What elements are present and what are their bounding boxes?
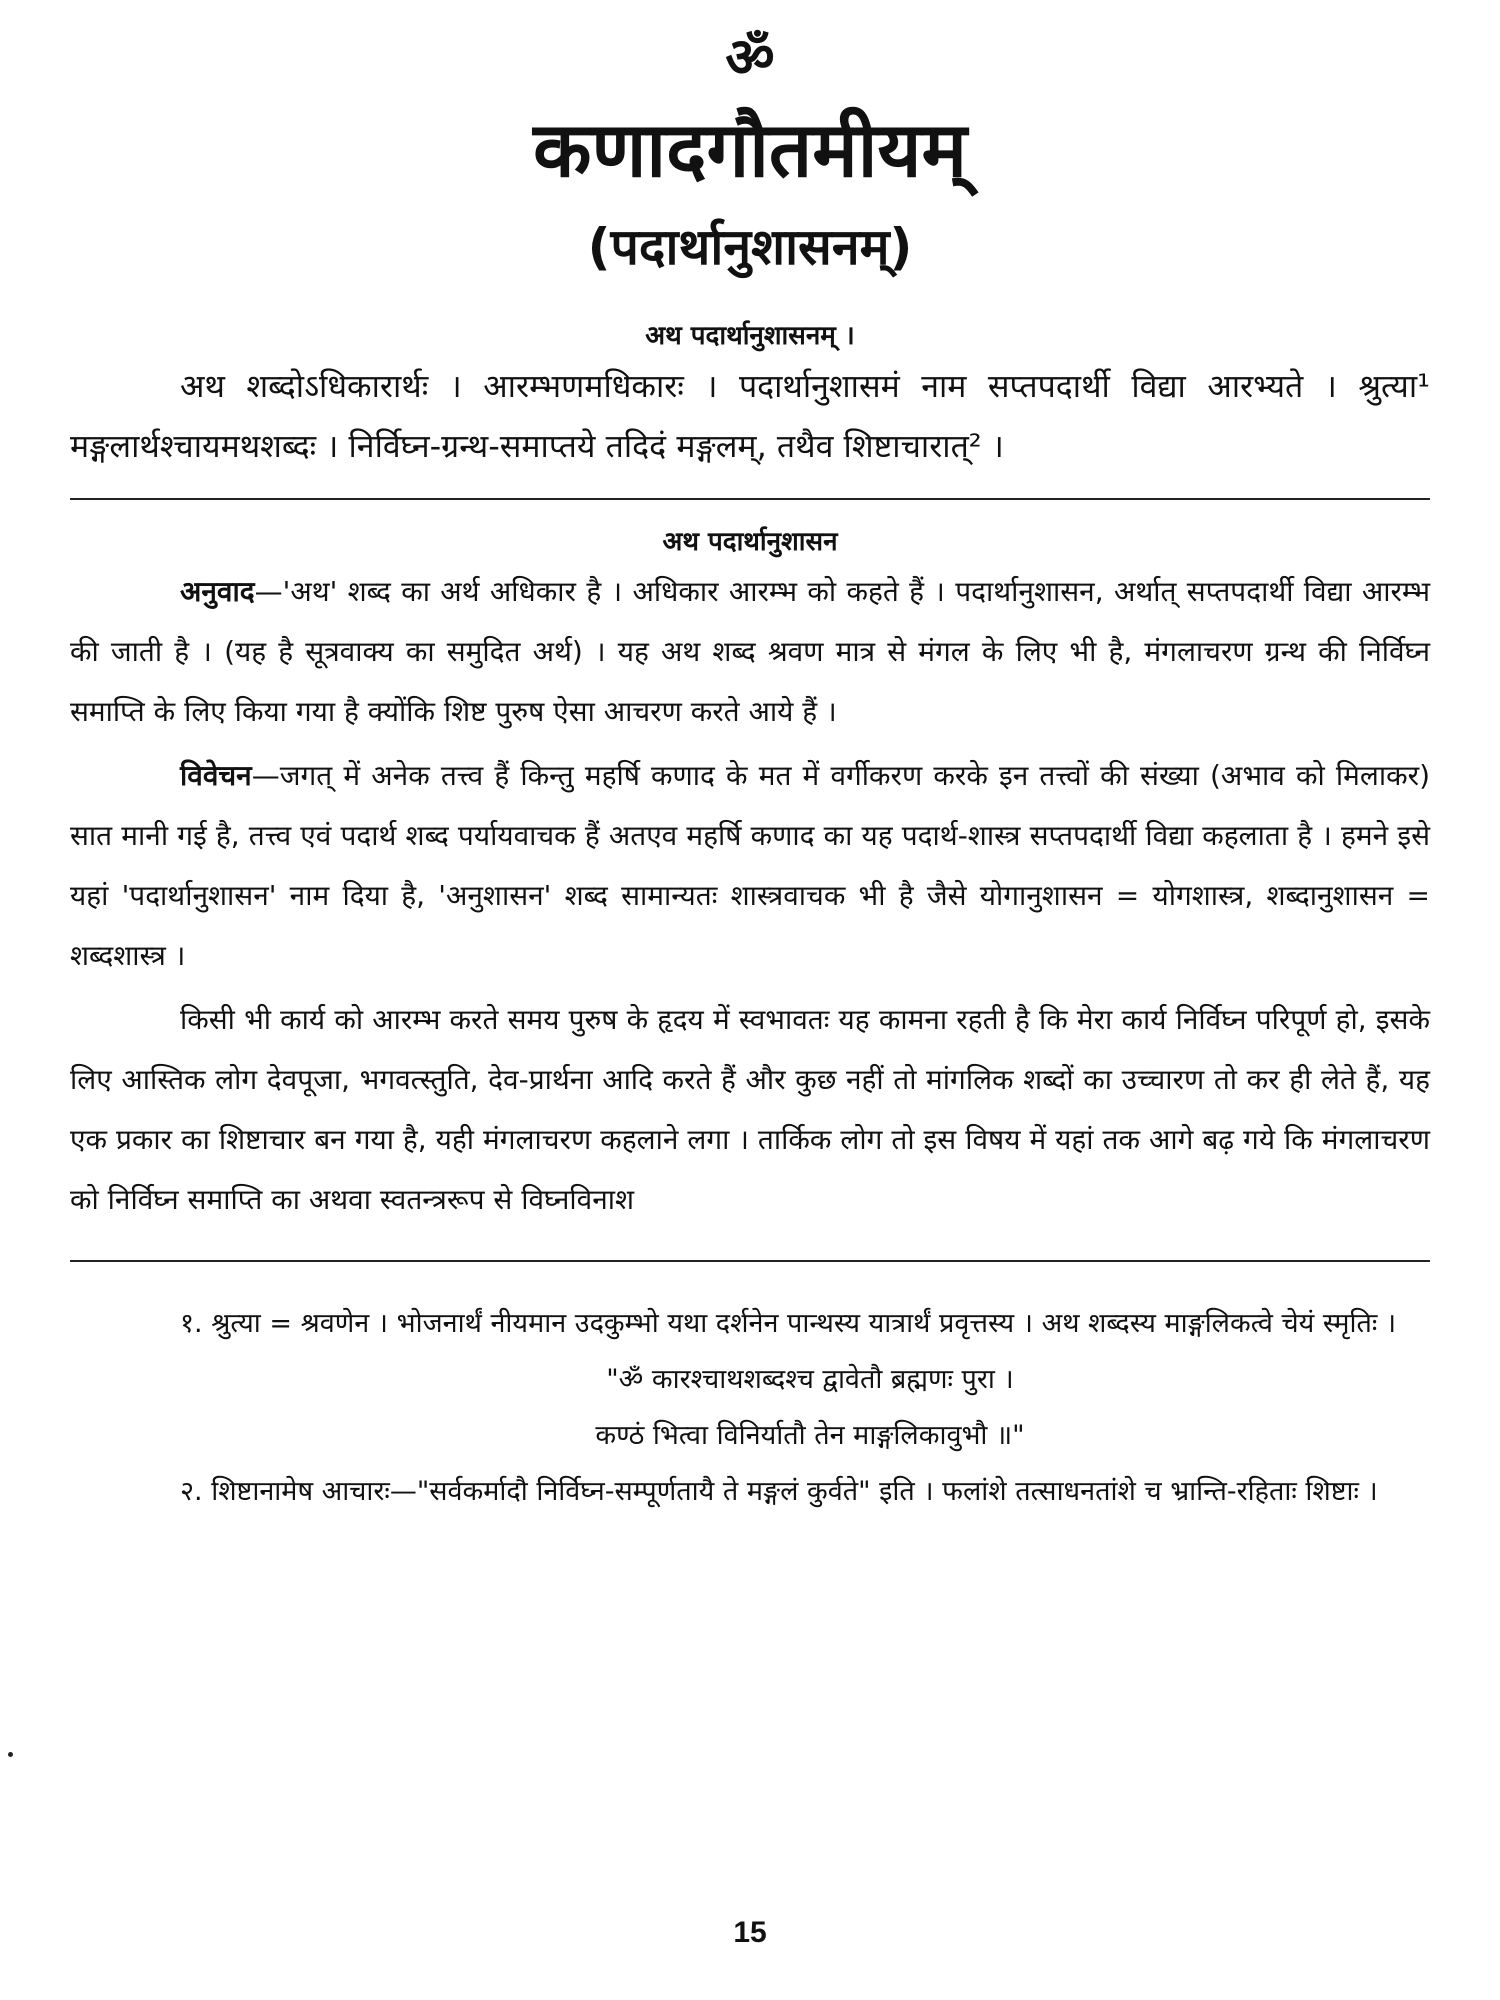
commentary-lead: विवेचन — [180, 759, 252, 792]
footnote-2: २. शिष्टानामेष आचारः—"सर्वकर्मादौ निर्विघ्न-सम्पूर्णतायै ते मङ्गलं कुर्वते" इति । फलांशे तत्साधनतांशे च भ्रान्ति-रहिताः शिष्टाः । — [180, 1476, 1378, 1507]
translation-text: —'अथ' शब्द का अर्थ अधिकार है । अधिकार आरम्भ को कहते हैं । पदार्थानुशासन, अर्थात् सप्तपदार्थी विद्या आरम्भ की जाती है । (यह है सूत्रवाक्य का समुदित अर्थ) । यह अथ शब्द श्रवण मात्र से मंगल के लिए भी है, मंगलाचरण ग्रन्थ की निर्विघ्न समाप्ति के लिए किया गया है क्योंकि शिष्ट पुरुष ऐसा आचरण करते आये हैं । — [70, 575, 1430, 728]
footnote-1: १. श्रुत्या = श्रवणेन । भोजनार्थं नीयमान उदकुम्भो यथा दर्शनेन पान्थस्य यात्रार्थं प्रवृत्तस्य । अथ शब्दस्य माङ्गलिकत्वे चेयं स्मृतिः । — [180, 1308, 1397, 1339]
divider-top — [70, 498, 1430, 500]
page-subtitle: (पदार्थानुशासनम्) — [587, 218, 913, 276]
translation-heading: अथ पदार्थानुशासन — [662, 527, 838, 557]
book-page — [70, 26, 1430, 1976]
om-symbol: ॐ — [725, 26, 775, 89]
sutra-heading: अथ पदार्थानुशासनम् । — [645, 321, 855, 351]
commentary-text: —जगत् में अनेक तत्त्व हैं किन्तु महर्षि कणाद के मत में वर्गीकरण करके इन तत्त्वों की संख्या (अभाव को मिलाकर) सात मानी गई है, तत्त्व एवं पदार्थ शब्द पर्यायवाचक हैं अतएव महर्षि कणाद का यह पदार्थ-शास्त्र सप्तपदार्थी विद्या कहलाता है । हमने इसे यहां 'पदार्थानुशासन' नाम दिया है, 'अनुशासन' शब्द सामान्यतः शास्त्रवाचक भी है जैसे योगानुशासन = योगशास्त्र, शब्दानुशासन = शब्दशास्त्र । — [70, 759, 1430, 972]
footnotes-section — [70, 1296, 1430, 1520]
translation-paragraph — [70, 562, 1430, 742]
scan-speck — [8, 1752, 13, 1757]
commentary-paragraph — [70, 746, 1430, 986]
divider-footnotes — [70, 1260, 1430, 1262]
page-title: कणादगौतमीयम् — [533, 105, 967, 194]
translation-lead: अनुवाद — [180, 575, 255, 608]
footnote-verse-line-1: "ॐ कारश्चाथशब्दश्च द्वावेतौ ब्रह्मणः पुरा । — [606, 1364, 1014, 1395]
footnote-verse-line-2: कण्ठं भित्वा विनिर्यातौ तेन माङ्गलिकावुभौ ॥" — [595, 1420, 1025, 1451]
translation-section — [70, 522, 1430, 1230]
sutra-section — [70, 316, 1430, 476]
commentary-paragraph-2: किसी भी कार्य को आरम्भ करते समय पुरुष के हृदय में स्वभावतः यह कामना रहती है कि मेरा कार्य निर्विघ्न परिपूर्ण हो, इसके लिए आस्तिक लोग देवपूजा, भगवत्स्तुति, देव-प्रार्थना आदि करते हैं और कुछ नहीं तो मांगलिक शब्दों का उच्चारण तो कर ही लेते हैं, यह एक प्रकार का शिष्टाचार बन गया है, यही मंगलाचरण कहलाने लगा । तार्किक लोग तो इस विषय में यहां तक आगे बढ़ गये कि मंगलाचरण को निर्विघ्न समाप्ति का अथवा स्वतन्त्ररूप से विघ्नविनाश — [70, 1003, 1430, 1216]
sutra-text: अथ शब्दोऽधिकारार्थः । आरम्भणमधिकारः । पदार्थानुशासमं नाम सप्तपदार्थी विद्या आरभ्यते । श्रुत्या¹ मङ्गलार्थश्चायमथशब्दः । निर्विघ्न-ग्रन्थ-समाप्तये तदिदं मङ्गलम्, तथैव शिष्टाचारात्² । — [70, 367, 1430, 465]
page-number: 15 — [733, 1916, 767, 1949]
